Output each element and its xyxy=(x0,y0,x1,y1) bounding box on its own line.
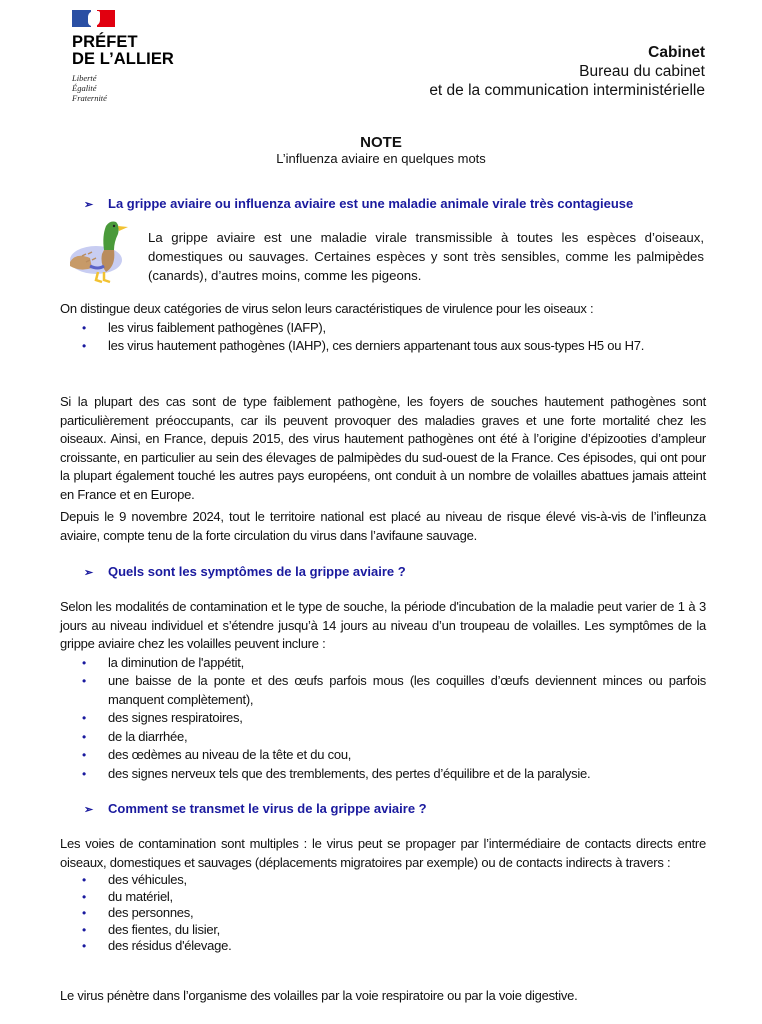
symptoms-list xyxy=(60,654,706,784)
section-heading-2: ➢ Quels sont les symptômes de la grippe aviaire ? xyxy=(84,564,406,579)
logo-motto: Liberté Égalité Fraternité xyxy=(72,73,107,103)
list-item: • des résidus d'élevage. xyxy=(60,938,706,955)
bureau-line-2: et de la communication interministérielle xyxy=(429,82,705,99)
logo-title: PRÉFET DE L’ALLIER xyxy=(72,33,174,68)
section-1-paragraph-3: Depuis le 9 novembre 2024, tout le territoire national est placé au niveau de risque élevé vis-à-vis de l’infleunza aviaire, compte tenu de la forte circulation du virus dans l’avifaune sauvage. xyxy=(60,509,706,543)
list-item: • les virus faiblement pathogènes (IAFP), xyxy=(60,319,670,338)
list-item: • une baisse de la ponte et des œufs parfois mous (les coquilles d’œufs deviennent minces ou parfois manquent complètement), xyxy=(60,672,706,709)
list-item: • des véhicules, xyxy=(60,872,706,889)
section-3-closing: Le virus pénètre dans l’organisme des volailles par la voie respiratoire ou par la voie digestive. xyxy=(60,988,578,1003)
note-subtitle: L’influenza aviaire en quelques mots xyxy=(276,151,486,166)
list-item: • des œdèmes au niveau de la tête et du cou, xyxy=(60,746,706,765)
section-3-body: Les voies de contamination sont multiples : le virus peut se propager par l’intermédiaire de contacts directs entre oiseaux, domestiques et sauvages (déplacements migratoires par exemple) ou de contacts indirects à travers : • des véhicules, • du matériel, • des personnes, • des fientes, du lisier, • des résidus d'élevage. xyxy=(60,835,706,955)
contamination-vectors-list xyxy=(60,872,706,955)
list-item: • des fientes, du lisier, xyxy=(60,922,706,939)
virus-categories-list xyxy=(60,319,670,356)
marianne-flag-icon xyxy=(72,10,115,27)
list-item: • des signes respiratoires, xyxy=(60,709,706,728)
duck-icon xyxy=(62,216,136,286)
arrow-bullet-icon: ➢ xyxy=(84,567,94,579)
list-item: • la diminution de l'appétit, xyxy=(60,654,706,673)
list-item: • du matériel, xyxy=(60,889,706,906)
section-heading-3: ➢ Comment se transmet le virus de la grippe aviaire ? xyxy=(84,801,427,816)
list-item: • de la diarrhée, xyxy=(60,728,706,747)
department-name: Cabinet xyxy=(648,44,705,61)
prefecture-logo xyxy=(72,10,182,103)
section-1-categories: On distingue deux catégories de virus selon leurs caractéristiques de virulence pour les oiseaux : • les virus faiblement pathogènes (IAFP), • les virus hautement pathogènes (IAHP), ces derniers appartenant tous aux sous-types H5 ou H7. xyxy=(60,300,706,356)
arrow-bullet-icon: ➢ xyxy=(84,804,94,816)
bureau-line-1: Bureau du cabinet xyxy=(579,63,705,80)
section-1-paragraph-2: Si la plupart des cas sont de type faiblement pathogène, les foyers de souches hautement pathogènes sont particulièrement préoccupants, car ils peuvent provoquer des maladies graves et une forte mortalité chez les oiseaux. Ainsi, en France, depuis 2015, des virus hautement pathogènes ont été à l’origine d’épizooties d’ampleur croissante, en particulier au sein des élevages de palmipèdes du sud-ouest de la France. Ces épisodes, qui ont pour la plupart également touché les autres pays européens, ont conduit à un nombre de volailles abattues jamais atteint en France et en Europe. xyxy=(60,394,706,502)
arrow-bullet-icon: ➢ xyxy=(84,199,94,211)
note-title: NOTE xyxy=(360,134,402,151)
section-1-intro: La grippe aviaire est une maladie virale transmissible à toutes les espèces d’oiseaux, domestiques ou sauvages. Certaines espèces y sont très sensibles, comme les palmipèdes (canards), d’autres moins, comme les pigeons. xyxy=(148,230,704,283)
list-item: • les virus hautement pathogènes (IAHP), ces derniers appartenant tous aux sous-types H5 ou H7. xyxy=(60,337,670,356)
section-2-body: Selon les modalités de contamination et le type de souche, la période d'incubation de la maladie peut varier de 1 à 3 jours au niveau individuel et s’étendre jusqu’à 14 jours au niveau d’un troupeau de volailles. Les symptômes de la grippe aviaire chez les volailles peuvent inclure : • la diminution de l'appétit, • une baisse de la ponte et des œufs parfois mous (les coquilles d’œufs deviennent minces ou parfois manquent complètement), • des signes respiratoires, • de la diarrhée, • des œdèmes au niveau de la tête et du cou, • des signes nerveux tels que des tremblements, des pertes d’équilibre et de la paralysie. xyxy=(60,598,706,783)
list-item: • des signes nerveux tels que des tremblements, des pertes d’équilibre et de la paralysie. xyxy=(60,765,706,784)
issuing-office xyxy=(429,43,705,100)
section-heading-1: ➢ La grippe aviaire ou influenza aviaire est une maladie animale virale très contagieuse xyxy=(84,196,634,211)
list-item: • des personnes, xyxy=(60,905,706,922)
